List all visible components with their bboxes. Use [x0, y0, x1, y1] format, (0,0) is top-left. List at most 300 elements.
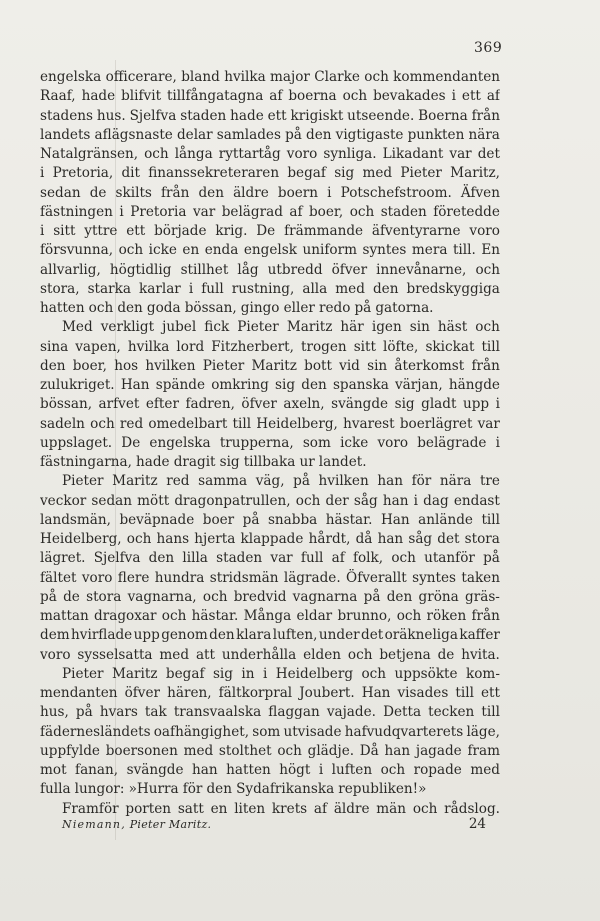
word: underhålla: [221, 646, 297, 663]
word: voro: [40, 646, 71, 663]
word: red: [166, 473, 190, 490]
text-line: [40, 222, 500, 241]
word: sedan: [40, 184, 81, 201]
word: engelska: [40, 69, 102, 85]
word: lägrade.: [283, 569, 341, 586]
word: låg: [237, 261, 259, 278]
word: jagade: [415, 742, 462, 759]
word: jubel: [162, 319, 197, 336]
word: Pieter: [62, 473, 104, 490]
word: här: [340, 319, 364, 336]
word: hos: [114, 357, 139, 374]
text-line: [40, 472, 500, 491]
word: han: [192, 762, 218, 778]
text-line: [40, 646, 500, 665]
word: öfver: [241, 396, 277, 413]
word: dit: [121, 165, 140, 182]
word: löfte,: [382, 338, 419, 355]
word: Han: [120, 377, 150, 393]
word: på: [40, 588, 57, 605]
word: fädernesländets: [40, 723, 151, 740]
word: fulla: [40, 781, 71, 798]
word: major: [270, 69, 310, 85]
word: syntes: [412, 569, 456, 586]
word: och: [391, 550, 416, 567]
word: vigtigaste: [335, 126, 404, 143]
word: och: [90, 415, 115, 432]
word: och: [380, 762, 406, 778]
word: ett: [461, 88, 481, 105]
word: med: [183, 742, 214, 759]
word: flaggan: [268, 704, 320, 721]
word: Maritz: [111, 665, 158, 682]
word: karlar: [139, 280, 181, 297]
word: voro: [81, 569, 113, 586]
word: återkomst: [394, 357, 465, 374]
word: betjena: [379, 646, 431, 663]
word: begaf: [165, 665, 205, 682]
word: hvilka: [224, 69, 266, 85]
word: gatorna.: [375, 300, 434, 316]
word: allvarlig,: [40, 261, 101, 278]
word: eldar: [296, 608, 333, 624]
word: vagnarna: [292, 588, 358, 605]
word: visades: [397, 685, 449, 701]
word: rådslog.: [444, 800, 500, 817]
word: der: [325, 492, 349, 509]
word: »Hurra: [128, 781, 179, 798]
word: icke: [340, 434, 369, 451]
word: trogen: [300, 338, 347, 355]
text-line: [40, 318, 500, 337]
word: af: [269, 88, 283, 105]
word: De: [256, 223, 276, 239]
word: syntes: [362, 242, 407, 259]
word: genom: [161, 627, 208, 644]
word: innevånarne,: [376, 261, 467, 278]
word: boersonen: [105, 742, 178, 759]
word: boer,: [308, 203, 344, 220]
word: axeln,: [283, 396, 325, 413]
word: voro: [286, 146, 318, 162]
word: Fitzherbert,: [211, 338, 294, 355]
text-line: [40, 453, 500, 472]
word: stora: [86, 588, 122, 605]
word: och: [475, 319, 500, 336]
word: han: [377, 531, 404, 547]
word: i: [40, 223, 45, 239]
word: skilts: [115, 184, 152, 201]
word: omkring: [211, 377, 269, 393]
word: på: [293, 473, 310, 490]
word: Pieter: [202, 357, 245, 374]
text-line: [40, 742, 500, 761]
word: enda: [204, 242, 239, 259]
word: omedelbart: [148, 415, 228, 432]
word: gräs-: [465, 588, 500, 605]
word: det: [477, 146, 500, 162]
word: läge,: [466, 723, 500, 740]
word: elden: [303, 646, 342, 663]
word: den: [148, 550, 175, 567]
word: tillfångatagna: [166, 88, 264, 105]
word: Maritz: [251, 357, 297, 374]
text-line: [40, 280, 500, 299]
word: och: [349, 203, 375, 220]
word: bössan,: [184, 300, 237, 316]
word: klappade: [240, 531, 304, 547]
word: lilla: [182, 550, 208, 567]
word: sig: [334, 165, 355, 182]
word: den: [301, 377, 327, 393]
word: i: [327, 184, 332, 201]
word: i: [40, 165, 45, 182]
word: finanssekreteraren: [148, 165, 280, 182]
word: sysselsatta: [77, 646, 153, 663]
word: en: [182, 242, 200, 259]
footer-title: Pieter Maritz.: [129, 818, 212, 831]
word: krigiskt: [290, 107, 344, 124]
word: fältkorpral: [218, 685, 293, 701]
text-line: [40, 492, 500, 511]
word: som: [252, 723, 281, 740]
word: republiken!»: [338, 781, 427, 798]
word: mera: [411, 242, 448, 259]
word: sedan: [91, 492, 133, 509]
word: i: [495, 434, 500, 451]
footer-author: Niemann,: [62, 818, 126, 831]
word: Många: [243, 608, 292, 624]
text-line: [40, 588, 500, 607]
word: klara: [236, 627, 272, 644]
word: den: [209, 627, 235, 644]
word: gröna: [418, 588, 459, 605]
word: belägrad: [221, 203, 283, 220]
word: liten: [234, 800, 266, 817]
word: till: [455, 685, 474, 701]
word: såg: [408, 531, 433, 547]
word: det: [437, 531, 460, 547]
word: Öfverallt: [346, 569, 407, 586]
word: landets: [40, 126, 91, 143]
word: hans: [156, 531, 190, 547]
word: satt: [177, 800, 204, 817]
word: Potschefstroom.: [340, 184, 452, 201]
word: på: [483, 550, 500, 567]
word: vid: [339, 357, 360, 374]
word: redo: [318, 300, 351, 316]
word: Pieter: [237, 319, 279, 336]
word: vapen,: [75, 338, 121, 355]
word: fältet: [40, 569, 77, 586]
text-line: [40, 607, 500, 626]
word: en: [210, 800, 228, 817]
word: öfver: [124, 685, 161, 701]
word: hjerta: [194, 531, 236, 547]
word: det: [361, 627, 384, 644]
word: upp: [133, 627, 160, 644]
word: äldre: [333, 800, 370, 817]
word: oräkneliga: [384, 627, 458, 644]
word: för: [182, 781, 203, 798]
word: goda: [146, 300, 181, 316]
word: sig: [219, 454, 240, 470]
word: Då: [359, 742, 379, 759]
word: värjan,: [395, 377, 443, 393]
word: äfventyrarne: [371, 223, 461, 239]
word: ett: [480, 685, 500, 701]
word: i: [119, 203, 124, 220]
word: såg: [353, 492, 378, 509]
word: voro: [377, 434, 409, 451]
word: och: [295, 492, 321, 509]
word: brunno,: [337, 608, 392, 624]
text-line: [40, 415, 500, 434]
word: att: [195, 646, 215, 663]
word: Heidelberg,: [40, 531, 122, 547]
word: icke: [148, 242, 177, 259]
word: han: [377, 473, 403, 490]
word: hafvudqvarterets: [344, 723, 464, 740]
word: uppsökte: [394, 665, 458, 682]
word: den: [206, 781, 232, 798]
word: verkligt: [100, 319, 155, 336]
word: zulukriget.: [40, 377, 115, 393]
text-line: [40, 511, 500, 530]
word: fadren,: [185, 396, 235, 413]
word: in: [241, 665, 255, 682]
word: hatten: [226, 762, 271, 778]
word: och: [144, 146, 169, 162]
word: på: [354, 300, 372, 316]
word: trupperna,: [219, 434, 294, 451]
word: af: [331, 550, 345, 567]
word: och: [396, 608, 422, 624]
word: med: [470, 762, 500, 778]
word: sig: [275, 377, 296, 393]
word: till: [232, 415, 252, 432]
word: boerna: [288, 88, 337, 105]
word: utseende.: [347, 107, 415, 124]
word: Raaf,: [40, 88, 76, 105]
word: bott: [304, 357, 332, 374]
word: landsmän,: [40, 511, 111, 528]
text-line: [40, 241, 500, 260]
word: den: [198, 184, 224, 201]
word: var: [477, 415, 500, 432]
word: vajade.: [326, 704, 376, 721]
word: väg,: [255, 473, 285, 490]
word: ropade: [413, 762, 462, 778]
text-line: [40, 703, 500, 722]
word: spände: [155, 377, 206, 393]
word: i: [451, 88, 456, 105]
word: hårdt,: [308, 531, 351, 547]
text-line: [40, 626, 500, 645]
word: Heidelberg: [275, 665, 354, 682]
word: på: [242, 511, 260, 528]
word: kommendanten: [393, 69, 500, 85]
text-line: [40, 723, 500, 742]
word: Sjelfva: [93, 550, 141, 567]
word: och: [364, 69, 389, 85]
word: bössan,: [40, 396, 93, 413]
word: fram: [467, 742, 500, 759]
word: engelsk: [243, 242, 297, 259]
word: och: [475, 261, 500, 278]
word: på: [75, 704, 93, 721]
word: under: [318, 627, 360, 644]
word: Joubert.: [299, 685, 355, 701]
word: de: [89, 184, 107, 201]
word: och: [118, 242, 144, 259]
word: hästar.: [325, 511, 373, 528]
word: sina: [40, 338, 69, 355]
word: från: [160, 184, 190, 201]
text-line: [40, 87, 500, 106]
text-line: [40, 761, 500, 780]
word: för: [411, 473, 432, 490]
word: Pieter: [62, 665, 104, 682]
word: Med: [62, 319, 93, 336]
word: och: [161, 608, 187, 624]
word: i: [413, 492, 418, 509]
word: hvita.: [461, 646, 500, 663]
word: sin: [409, 319, 430, 336]
word: uniform: [302, 242, 357, 259]
word: i: [318, 762, 324, 778]
word: begaf: [287, 165, 326, 182]
word: beväpnade: [119, 511, 195, 528]
word: boerlägret: [399, 415, 473, 432]
word: den: [306, 126, 332, 143]
word: staden: [380, 203, 427, 220]
word: snabba: [267, 511, 318, 528]
word: han: [384, 742, 411, 759]
word: gladt: [421, 396, 457, 413]
word: oafhängighet,: [153, 723, 250, 740]
word: boer: [202, 511, 235, 528]
word: anlände: [418, 511, 473, 528]
word: lord: [176, 338, 205, 355]
text-line: [40, 395, 500, 414]
word: folk,: [352, 550, 384, 567]
text-line: [40, 434, 500, 453]
word: svängde: [126, 762, 184, 778]
word: hatten: [40, 300, 85, 316]
signature-mark: [62, 818, 211, 831]
text-line: [40, 549, 500, 568]
word: och: [361, 665, 387, 682]
word: Natalgränsen,: [40, 146, 139, 162]
word: och: [88, 300, 114, 316]
word: staden: [180, 107, 227, 124]
word: boer,: [72, 357, 107, 374]
word: från: [471, 357, 500, 374]
word: med: [362, 165, 393, 182]
word: bevakades: [373, 88, 446, 105]
text-line: [40, 530, 500, 549]
word: den: [117, 300, 143, 316]
text-line: [40, 376, 500, 395]
word: endast: [453, 492, 500, 509]
word: luften: [331, 762, 373, 778]
word: punkten: [407, 126, 465, 143]
word: tecken: [428, 704, 475, 721]
word: veckor: [40, 492, 87, 509]
word: yttre: [84, 223, 118, 239]
word: Framför: [62, 800, 119, 817]
word: var: [192, 203, 216, 220]
word: gingo: [240, 300, 280, 316]
word: hundra: [154, 569, 205, 586]
word: stillhet: [180, 261, 229, 278]
word: mattan: [40, 608, 89, 624]
word: män: [376, 800, 407, 817]
word: till.: [452, 242, 476, 259]
word: engelska: [149, 434, 211, 451]
word: i: [262, 665, 268, 682]
word: häst: [437, 319, 468, 336]
word: Sjelfva: [129, 107, 177, 124]
word: hus,: [40, 704, 69, 721]
word: till: [481, 704, 500, 721]
word: började: [154, 223, 207, 239]
word: Likadant: [382, 146, 444, 162]
word: till: [481, 511, 500, 528]
word: flere: [117, 569, 150, 586]
word: Clarke: [314, 69, 360, 85]
word: ett: [126, 223, 146, 239]
word: eller: [283, 300, 315, 316]
word: igen: [371, 319, 402, 336]
word: stora,: [40, 280, 80, 297]
word: stridsmän: [209, 569, 279, 586]
word: delar: [176, 126, 213, 143]
word: främmande: [284, 223, 364, 239]
word: boern: [277, 184, 319, 201]
word: upp: [462, 396, 490, 413]
word: aflägsnaste: [94, 126, 173, 143]
word: mot: [40, 762, 67, 778]
word: tre: [479, 473, 500, 490]
word: med: [335, 280, 365, 297]
text-line: [40, 145, 500, 164]
word: kaffer: [459, 627, 500, 644]
word: hvarest: [343, 415, 395, 432]
word: stolthet: [218, 742, 272, 759]
word: den: [40, 357, 66, 374]
word: alla: [302, 280, 328, 297]
word: blifvit: [121, 88, 162, 105]
word: svängde: [331, 396, 389, 413]
word: full: [201, 280, 224, 297]
word: Han: [380, 511, 410, 528]
word: och: [342, 88, 368, 105]
word: bredskyggiga: [406, 280, 500, 297]
word: med: [159, 646, 190, 663]
word: hade: [81, 88, 116, 105]
word: uppfylde: [40, 742, 100, 759]
word: Pieter: [400, 165, 442, 182]
word: taken: [461, 569, 500, 586]
word: uppslaget.: [40, 434, 113, 451]
word: Han: [361, 685, 391, 701]
word: staden: [216, 550, 263, 567]
word: i: [495, 396, 500, 413]
word: hus.: [96, 107, 126, 124]
word: hären,: [167, 685, 212, 701]
